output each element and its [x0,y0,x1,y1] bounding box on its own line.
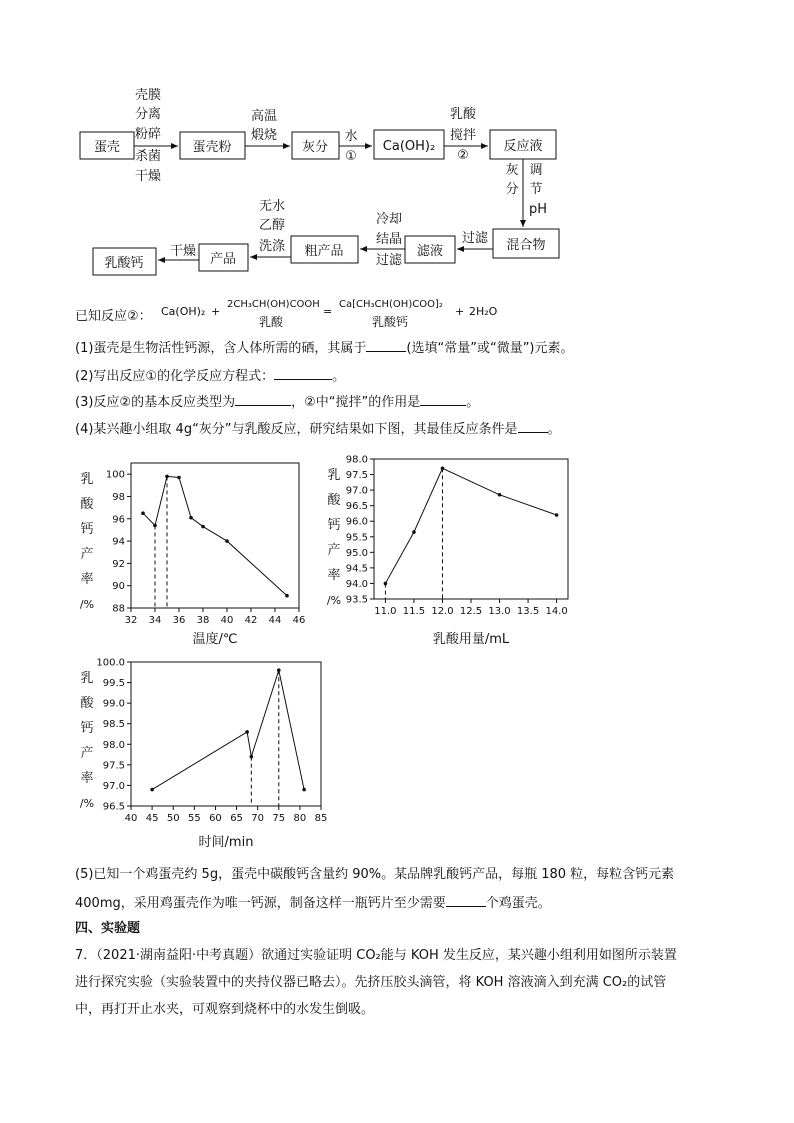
label-calcium-lactate: 乳酸钙 [104,256,144,271]
answer-blank-1[interactable] [366,337,406,352]
x-tick-label: 46 [292,615,306,626]
data-point [189,516,193,520]
y-axis-label-char: 产 [80,746,94,761]
y-tick-label: 98.0 [102,739,125,751]
data-point [141,511,145,515]
y-tick-label: 96.5 [345,501,368,513]
product-water: 2H₂O [469,305,498,318]
x-tick-label: 34 [148,615,162,626]
question-2 [75,365,345,387]
y-tick-label: 99.0 [102,698,125,710]
data-point [150,788,154,792]
y-axis-label-char: 酸 [80,497,94,512]
label-crude: 粗产品 [304,244,344,259]
x-tick-label: 32 [124,615,138,626]
question-2-text: (2)写出反应①的化学反应方程式： [75,369,275,384]
question-5-text-end: 个鸡蛋壳。 [485,896,551,911]
y-tick-label: 98.0 [345,454,368,466]
x-axis-label: 时间/min [198,835,254,850]
answer-blank-3a[interactable] [235,391,291,406]
step8-line2: 乙醇 [258,218,286,233]
x-tick-label: 38 [196,615,210,626]
y-tick-label: 94.5 [345,563,368,575]
x-tick-label: 44 [268,615,282,626]
y-axis-label-char: 钙 [80,721,94,736]
x-tick-label: 75 [272,813,286,824]
plus-sign: + [211,305,221,318]
x-tick-label: 13.0 [488,606,511,617]
question-7-line3: 中，再打开止水夹，可观察到烧杯中的水发生倒吸。 [75,1002,375,1017]
x-tick-label: 50 [166,813,180,824]
data-point [225,539,229,543]
plot-frame [131,463,299,608]
reaction-equation [75,299,775,335]
y-tick-label: 100 [105,469,125,481]
y-axis-label-char: 钙 [327,518,341,533]
y-axis-label-char: 率 [80,771,94,786]
chart-temperature [75,453,315,648]
x-tick-label: 55 [187,813,201,824]
y-axis-label-char: 率 [327,568,341,583]
equals-sign: = [323,305,333,318]
x-tick-label: 11.5 [402,606,426,617]
step5-left-1: 灰 [505,163,519,178]
y-axis-label-char: 酸 [327,493,341,508]
plot-frame [374,459,568,599]
question-7-line2: 进行探究实验（实验装置中的夹持仪器已略去）。先挤压胶头滴管，将 KOH 溶液滴入到充满 CO₂的试管 [75,975,667,990]
x-axis-label: 乳酸用量/mL [432,632,510,647]
step1-line1: 壳膜 [134,88,162,103]
x-tick-label: 11.0 [374,606,397,617]
step5-left-2: 分 [505,182,519,197]
x-tick-label: 60 [209,813,222,824]
y-tick-label: 98.5 [102,719,125,731]
y-axis-label-char: 酸 [80,696,94,711]
y-tick-label: 95.5 [345,532,368,544]
label-caoh2: Ca(OH)₂ [382,139,436,154]
label-eggshell: 蛋壳 [93,140,121,155]
step6: 过滤 [461,231,489,246]
label-product: 产品 [209,252,237,267]
y-axis-label-unit: /% [79,797,95,810]
data-point [285,594,289,598]
y-tick-label: 96 [112,514,125,526]
data-point [245,730,249,734]
data-point [302,788,306,792]
y-axis-label-unit: /% [79,598,95,611]
data-point [177,476,181,480]
step1-line5: 干燥 [134,169,162,184]
y-tick-label: 100.0 [96,657,125,669]
label-mixture: 混合物 [506,238,546,253]
step5-right-3: pH [528,202,548,217]
y-tick-label: 97.0 [345,485,368,497]
x-tick-label: 40 [220,615,234,626]
step2-line2: 煅烧 [250,128,278,143]
y-tick-label: 94.0 [345,578,368,590]
step4-bottom: ② [457,148,469,163]
y-tick-label: 97.5 [345,470,368,482]
y-tick-label: 94 [112,536,125,548]
question-3-text: (3)反应②的基本反应类型为 [75,395,236,410]
data-point [384,582,388,586]
reactant-lactic-acid-formula: 2CH₃CH(OH)COOH [227,299,320,310]
y-tick-label: 96.5 [102,801,125,813]
question-1-text: (1)蛋壳是生物活性钙源，含人体所需的硒，其属于 [75,341,367,356]
step1-line3: 粉碎 [134,127,162,142]
y-tick-label: 97.5 [102,760,125,772]
x-tick-label: 65 [230,813,243,824]
step8-line1: 无水 [258,199,286,214]
answer-blank-5[interactable] [446,892,486,907]
data-point [165,475,169,479]
question-5-line1 [75,865,674,885]
series-line [152,670,304,789]
step3-top: 水 [344,129,358,144]
step4-line2: 搅拌 [449,128,477,143]
x-tick-label: 85 [314,813,328,824]
x-tick-label: 45 [145,813,159,824]
question-4-text-end: 。 [547,422,561,437]
question-1-text-end: (选填“常量”或“微量”)元素。 [406,341,574,356]
question-4-text: (4)某兴趣小组取 4g“灰分”与乳酸反应，研究结果如下图，其最佳反应条件是 [75,422,518,437]
series-line [143,476,287,595]
question-7-line1: 7．（2021·湖南益阳·中考真题）欲通过实验证明 CO₂能与 KOH 发生反应，某兴趣小组利用如图所示装置 [75,948,677,963]
plus-sign-2: + [455,305,465,318]
data-point [277,668,281,672]
question-3-text-mid: ，②中“搅拌”的作用是 [291,395,421,410]
reactant-lactic-acid-name: 乳酸 [259,315,284,329]
data-point [555,513,559,517]
question-5-text-2: 400mg，采用鸡蛋壳作为唯一钙源，制备这样一瓶钙片至少需要 [75,896,446,911]
step2-line1: 高温 [250,109,278,124]
x-tick-label: 14.0 [545,606,568,617]
x-tick-label: 12.0 [431,606,454,617]
data-point [250,755,254,759]
label-reaction-liquid: 反应液 [503,139,543,154]
question-3-text-end: 。 [466,395,480,410]
answer-blank-3b[interactable] [420,391,466,406]
step5-right-1: 调 [529,163,543,178]
series-line [385,468,556,583]
x-tick-label: 40 [124,813,138,824]
y-tick-label: 98 [112,491,125,503]
y-tick-label: 99.5 [102,678,125,690]
data-point [441,467,445,471]
y-tick-label: 88 [112,603,125,615]
answer-blank-4[interactable] [518,418,548,433]
y-axis-label-char: 乳 [327,468,341,483]
x-tick-label: 13.5 [516,606,540,617]
x-tick-label: 80 [293,813,307,824]
question-1 [75,337,574,359]
y-tick-label: 93.5 [345,594,368,606]
y-axis-label-char: 产 [327,543,341,558]
section-title: 四、实验题 [75,921,141,936]
chart-lactic-acid-volume [322,453,582,648]
label-ash: 灰分 [301,140,329,155]
step7-line1: 冷却 [375,212,403,227]
data-point [153,524,157,528]
process-flow-diagram [0,0,794,300]
x-tick-label: 12.5 [459,606,483,617]
data-point [201,525,205,529]
label-filtrate: 滤液 [416,244,444,259]
label-powder: 蛋壳粉 [192,140,232,155]
reactant-caoh2: Ca(OH)₂ [161,305,206,318]
y-axis-label-char: 乳 [80,472,94,487]
step7-line3: 过滤 [375,253,403,268]
question-2-text-end: 。 [332,369,346,384]
y-axis-label-char: 乳 [80,671,94,686]
y-tick-label: 96.0 [345,516,368,528]
step8-line3: 洗涤 [258,239,286,254]
step7-line2: 结晶 [375,232,403,247]
step1-line2: 分离 [134,107,162,122]
answer-blank-2[interactable] [274,365,332,380]
x-tick-label: 70 [251,813,265,824]
chart-time [75,652,335,852]
step3-bottom: ① [345,149,357,164]
x-tick-label: 36 [172,615,186,626]
y-tick-label: 95.0 [345,547,368,559]
step5-right-2: 节 [529,182,543,197]
step9: 干燥 [169,244,197,259]
step1-line4: 杀菌 [134,149,162,164]
data-point [498,493,502,497]
question-3 [75,391,479,413]
question-5-line2 [75,892,551,914]
y-axis-label-char: 率 [80,572,94,587]
step4-line1: 乳酸 [449,107,477,122]
product-calcium-lactate-formula: Ca[CH₃CH(OH)COO]₂ [339,299,443,310]
reaction-prefix: 已知反应②： [75,309,152,324]
question-4 [75,418,561,440]
y-axis-label-unit: /% [326,594,342,607]
question-5-text: (5)已知一个鸡蛋壳约 5g，蛋壳中碳酸钙含量约 90%。某品牌乳酸钙产品，每瓶 180 粒，每粒含钙元素 [75,867,675,882]
y-tick-label: 90 [112,581,125,593]
y-axis-label-char: 产 [80,547,94,562]
product-calcium-lactate-name: 乳酸钙 [372,315,409,329]
y-axis-label-char: 钙 [80,522,94,537]
x-axis-label: 温度/℃ [192,632,238,647]
y-tick-label: 97.0 [102,780,125,792]
data-point [412,530,416,534]
x-tick-label: 42 [244,615,258,626]
y-tick-label: 92 [112,558,125,570]
